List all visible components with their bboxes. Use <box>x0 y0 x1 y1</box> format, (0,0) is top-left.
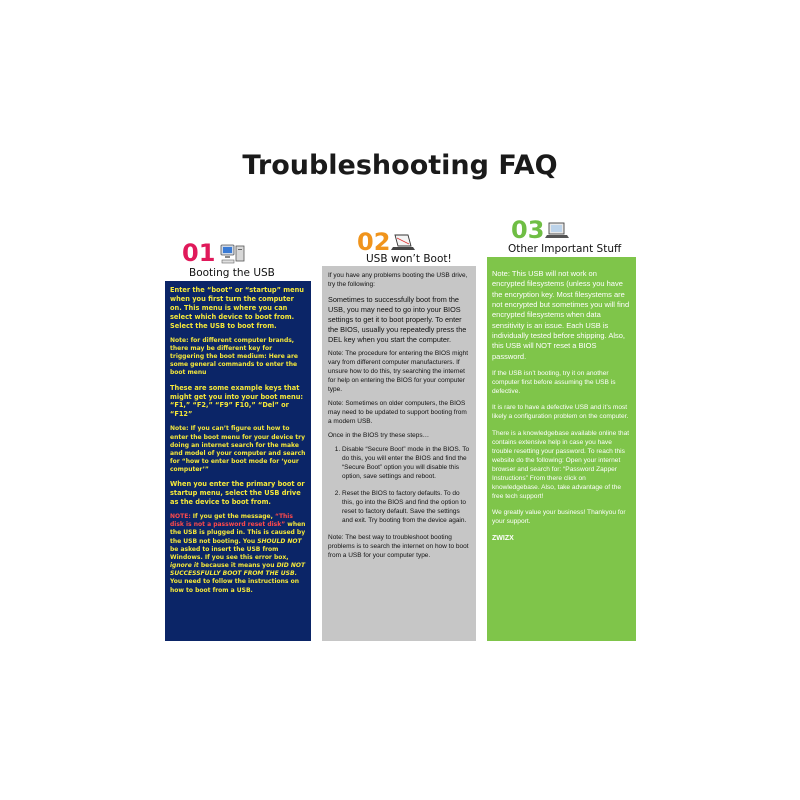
note-procedure: Note: The procedure for entering the BIOS might vary from different computer manufacturers. If unsure how to do this, try searching the internet for help on entering the BIOS for your computer type. <box>328 350 469 394</box>
laptop-icon <box>545 222 569 240</box>
note-text-2: when the USB is plugged in. This is caused by the USB not booting. You <box>170 521 306 545</box>
section-heading-1: Booting the USB <box>189 267 275 279</box>
boot-intro: Enter the “boot” or “startup” menu when you first turn the computer on. This menu is where you can select which device to boot from. Select the USB to boot from. <box>170 286 304 330</box>
list-item: 1. Disable “Secure Boot” mode in the BIOS. To do this, you will enter the BIOS and find the “Secure Boot” option you will disable this option, save settings and reboot. <box>342 446 470 482</box>
laptop-sad-icon <box>391 233 417 253</box>
did-not-boot: DID NOT SUCCESSFULLY BOOT FROM THE USB <box>170 562 306 578</box>
note-text-4: because it means you <box>198 562 277 570</box>
computer-icon <box>220 243 246 265</box>
boot-primary: When you enter the primary boot or startup menu, select the USB drive as the device to boot from. <box>170 480 305 507</box>
page-title: Troubleshooting FAQ <box>242 150 558 181</box>
bios-steps <box>328 446 470 526</box>
boot-examples: These are some example keys that might get you into your boot menu: “F1,” “F2,” “F9” F10,” “Del” or “F12” <box>170 383 304 419</box>
section-number-3: 03 <box>511 216 545 244</box>
rare-note: It is rare to have a defective USB and it’s most likely a configuration problem on the computer. <box>492 404 629 421</box>
section-heading-2: USB won’t Boot! <box>366 253 452 265</box>
boot-note-final <box>170 513 306 595</box>
encrypted-note: Note: This USB will not work on encrypted filesystems (unless you have the encryption key. Most filesystems are not encrypted but sometimes you will find encrypted filesystems when data sensitivity is an issue. Each USB is individually tested before shipping. Also, this USB will NOT reset a BIOS password. <box>492 269 630 361</box>
booting-panel <box>165 281 311 641</box>
knowledgebase-note: There is a knowledgebase available online that contains extensive help in case you have trouble resetting your password. To reach this website do the following: Open your internet browser and search for: “Password Zapper Instructions” From there click on knowledgebase. Also, take advantage of the free tech support! <box>492 429 630 501</box>
note-text-5: . You need to follow the instructions on how to boot from a USB. <box>170 570 299 594</box>
section-number-2: 02 <box>357 228 391 256</box>
ignore-it: ignore it <box>170 562 199 570</box>
list-item: 2. Reset the BIOS to factory defaults. To do this, go into the BIOS and find the option to reset to factory default. Save the settings and exit. Try booting from the device again. <box>342 490 470 526</box>
steps-intro: Once in the BIOS try these steps… <box>328 432 430 439</box>
usb-wont-boot-panel <box>322 266 476 641</box>
section-number-1: 01 <box>182 239 216 267</box>
thanks-note: We greatly value your business! Thankyou for your support. <box>492 509 626 526</box>
note-best: Note: The best way to troubleshoot booting problems is to search the internet on how to boot from a USB for your computer type. <box>328 533 469 559</box>
other-stuff-panel <box>487 257 636 641</box>
note-text-1: If you get the message, <box>190 513 275 521</box>
boot-note-keys: Note: for different computer brands, there may be different key for triggering the boot medium: Here are some general commands to enter the boot menu <box>170 336 298 377</box>
signature: ZWIZX <box>492 534 514 542</box>
error-message: “This disk is not a password reset disk” <box>170 513 293 529</box>
note-label: NOTE: <box>170 513 191 521</box>
note-text-3: be asked to insert the USB from Windows. If you see this error box, <box>170 545 289 561</box>
section-heading-3: Other Important Stuff <box>508 243 622 255</box>
boot-note-search: Note: If you can’t figure out how to enter the boot menu for your device try doing an internet search for the make and model of your computer and search for “how to enter boot mode for ‘your computer’” <box>170 425 306 474</box>
note-older: Note: Sometimes on older computers, the BIOS may need to be updated to support booting from a modern USB. <box>328 400 467 426</box>
wont-boot-intro: If you have any problems booting the USB drive, try the following: <box>328 272 468 288</box>
not-booting-note: If the USB isn’t booting, try it on another computer first before assuming the USB is defective. <box>492 370 616 396</box>
bios-paragraph: Sometimes to successfully boot from the USB, you may need to go into your BIOS settings to get it to boot properly. To enter the BIOS, usually you repeatedly press the DEL key when you start the computer. <box>328 294 467 345</box>
should-not: SHOULD NOT <box>257 537 302 545</box>
